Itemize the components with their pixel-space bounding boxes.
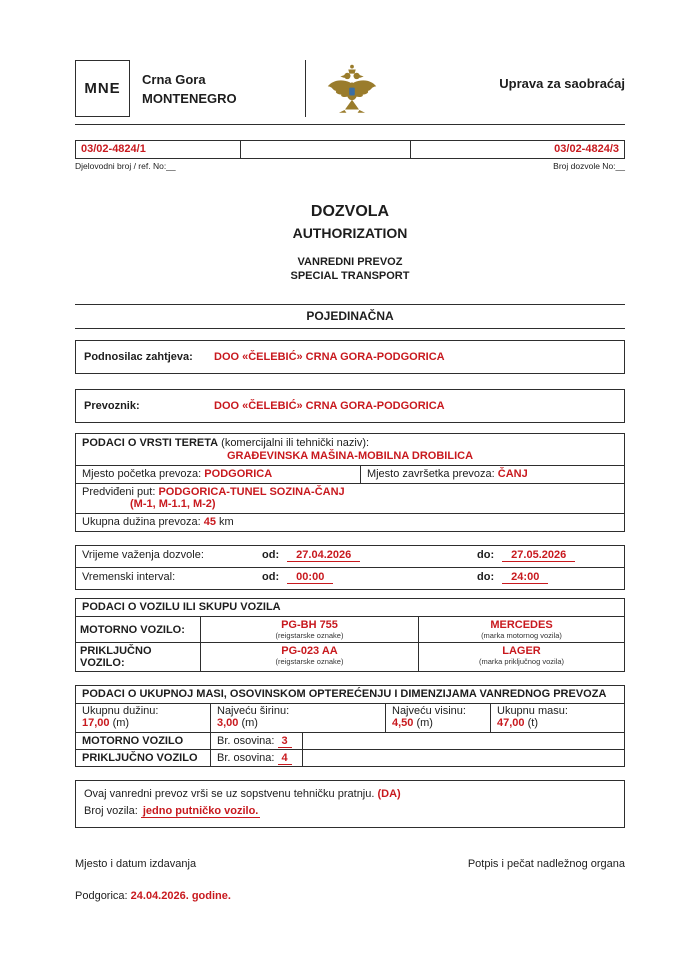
dim-height-label: Najveću visinu:	[392, 705, 466, 717]
dim-col-height	[386, 704, 491, 732]
trailer-brand-value: LAGER	[502, 645, 541, 657]
mne-code: MNE	[84, 80, 121, 97]
cargo-name: GRAĐEVINSKA MAŠINA-MOBILNA DROBILICA	[76, 449, 624, 466]
mne-box	[75, 60, 130, 117]
cargo-section-title	[76, 434, 624, 449]
vehicle-table	[76, 617, 624, 671]
trailer-axle-row-label: PRIKLJUČNO VOZILO	[76, 750, 211, 766]
end-place-cell	[361, 466, 624, 483]
issue-place: Podgorica:	[75, 890, 128, 903]
dim-col-width	[211, 704, 386, 732]
time-interval-row	[76, 568, 624, 589]
motor-plate-cell	[201, 617, 419, 643]
ref-captions	[75, 161, 625, 171]
signature-label: Potpis i pečat nadležnog organa	[467, 858, 625, 871]
interval-label: Vremenski interval:	[82, 571, 176, 583]
period-to-label: do:	[477, 549, 495, 561]
escort-line1	[84, 786, 616, 803]
trailer-plate-cell	[201, 643, 419, 671]
ref-number-row	[75, 140, 625, 159]
carrier-value: DOO «ČELEBIĆ» CRNA GORA-PODGORICA	[214, 400, 445, 412]
escort-vehicles-value: jedno putničko vozilo.	[142, 805, 259, 818]
route-value: PODGORICA-TUNEL SOZINA-ČANJ	[158, 486, 345, 498]
document-header	[75, 60, 625, 117]
escort-vehicles-label: Broj vozila:	[84, 805, 138, 818]
end-place-label: Mjesto završetka prevoza:	[366, 468, 495, 480]
carrier-box	[75, 389, 625, 423]
motor-axles-label: Br. osovina:	[217, 735, 275, 747]
title-block	[75, 203, 625, 282]
dim-height-value: 4,50	[392, 717, 414, 729]
ref-caption-left: Djelovodni broj / ref. No:__	[75, 161, 176, 171]
country-block	[130, 60, 306, 117]
header-divider	[75, 124, 625, 125]
transport-length-row	[76, 514, 624, 531]
dimensions-box	[75, 685, 625, 767]
coat-of-arms-icon	[306, 60, 398, 117]
end-place-value: ČANJ	[497, 468, 528, 480]
doc-title-en: AUTHORIZATION	[292, 225, 408, 241]
issue-line	[75, 890, 625, 902]
validity-box	[75, 545, 625, 590]
escort-line2	[84, 803, 616, 820]
motor-brand-cell	[419, 617, 624, 643]
period-to-value: 27.05.2026	[502, 549, 575, 562]
dimensions-columns	[76, 704, 624, 733]
vehicle-section-title: PODACI O VOZILU ILI SKUPU VOZILA	[76, 599, 624, 617]
validity-period-label: Vrijeme važenja dozvole:	[82, 549, 204, 561]
ref-cell-middle	[241, 141, 411, 158]
dim-col-mass	[491, 704, 624, 732]
transport-length-unit: km	[219, 516, 234, 528]
vehicle-box	[75, 598, 625, 672]
trailer-vehicle-label: PRIKLJUČNO VOZILO:	[76, 643, 201, 671]
dim-width-value: 3,00	[217, 717, 239, 729]
transport-length-value: 45	[203, 516, 216, 528]
issue-place-label: Mjesto i datum izdavanja	[75, 858, 197, 871]
motor-brand-value: MERCEDES	[490, 619, 553, 631]
dim-mass-value: 47,00	[497, 717, 525, 729]
escort-text: Ovaj vanredni prevoz vrši se uz sopstvenu tehničku pratnju.	[84, 788, 375, 800]
ref-number-left: 03/02-4824/1	[76, 141, 241, 158]
motor-brand-caption: (marka motornog vozila)	[481, 631, 562, 640]
motor-axle-row-label: MOTORNO VOZILO	[76, 733, 211, 749]
cargo-section-title-rest: (komercijalni ili tehnički naziv):	[218, 437, 370, 449]
doc-subtitle: VANREDNI PREVOZ	[297, 256, 403, 268]
trailer-brand-cell	[419, 643, 624, 671]
start-place-cell	[76, 466, 361, 483]
period-from-value: 27.04.2026	[287, 549, 360, 562]
motor-axles-value: 3	[278, 735, 292, 748]
route-label: Predviđeni put:	[82, 486, 156, 498]
validity-period-row	[76, 546, 624, 568]
cargo-box	[75, 433, 625, 532]
footer-row	[75, 858, 625, 870]
start-place-value: PODGORICA	[204, 468, 273, 480]
carrier-label: Prevoznik:	[84, 400, 140, 412]
start-place-label: Mjesto početka prevoza:	[82, 468, 202, 480]
transport-length-label: Ukupna dužina prevoza:	[82, 516, 201, 528]
trailer-brand-caption: (marka priključnog vozila)	[478, 657, 565, 666]
applicant-box	[75, 340, 625, 374]
dim-mass-label: Ukupnu masu:	[497, 705, 568, 717]
interval-to-value: 24:00	[502, 571, 548, 584]
motor-vehicle-label: MOTORNO VOZILO:	[76, 617, 201, 643]
motor-plate-value: PG-BH 755	[281, 619, 338, 631]
trailer-axle-row	[76, 750, 624, 766]
escort-answer: (DA)	[377, 788, 401, 800]
dim-col-length	[76, 704, 211, 732]
permit-type: POJEDINAČNA	[75, 304, 625, 329]
trailer-axle-row-empty	[303, 750, 624, 766]
trailer-plate-caption: (reigstarske oznake)	[275, 657, 344, 666]
cargo-places-row	[76, 466, 624, 484]
doc-subtitle-en: SPECIAL TRANSPORT	[290, 270, 410, 282]
dim-length-unit: (m)	[112, 717, 130, 729]
trailer-axles-label: Br. osovina:	[217, 752, 275, 764]
trailer-plate-value: PG-023 AA	[281, 645, 338, 657]
interval-to-label: do:	[477, 571, 495, 583]
applicant-value: DOO «ČELEBIĆ» CRNA GORA-PODGORICA	[214, 351, 445, 363]
dim-length-value: 17,00	[82, 717, 110, 729]
dim-length-label: Ukupnu dužinu:	[82, 705, 159, 717]
escort-box	[75, 780, 625, 828]
interval-from-label: od:	[262, 571, 280, 583]
dimensions-section-title: PODACI O UKUPNOJ MASI, OSOVINSKOM OPTEREĆENJU I DIMENZIJAMA VANREDNOG PREVOZA	[76, 686, 624, 704]
ref-number-right: 03/02-4824/3	[554, 143, 619, 155]
doc-title: DOZVOLA	[310, 203, 390, 220]
dim-width-unit: (m)	[241, 717, 258, 729]
document-content	[75, 60, 625, 902]
issue-date: 24.04.2026. godine.	[130, 890, 231, 903]
route-roads: (M-1, M-1.1, M-2)	[130, 498, 216, 510]
cargo-section-title-bold: PODACI O VRSTI TERETA	[82, 437, 219, 449]
country-name-local: Crna Gora	[142, 71, 206, 87]
dim-height-unit: (m)	[416, 717, 433, 729]
motor-plate-caption: (reigstarske oznake)	[275, 631, 344, 640]
interval-from-value: 00:00	[287, 571, 333, 584]
route-row	[76, 484, 624, 514]
agency-name: Uprava za saobraćaj	[499, 76, 625, 91]
trailer-axles-value: 4	[278, 752, 292, 765]
period-from-label: od:	[262, 549, 280, 561]
motor-axle-row-empty	[303, 733, 624, 749]
country-name-en: MONTENEGRO	[142, 90, 237, 106]
dim-mass-unit: (t)	[527, 717, 538, 729]
ref-caption-right: Broj dozvole No:__	[553, 161, 625, 171]
dim-width-label: Najveću širinu:	[217, 705, 290, 717]
applicant-label: Podnosilac zahtjeva:	[84, 351, 193, 363]
motor-axle-row	[76, 733, 624, 750]
